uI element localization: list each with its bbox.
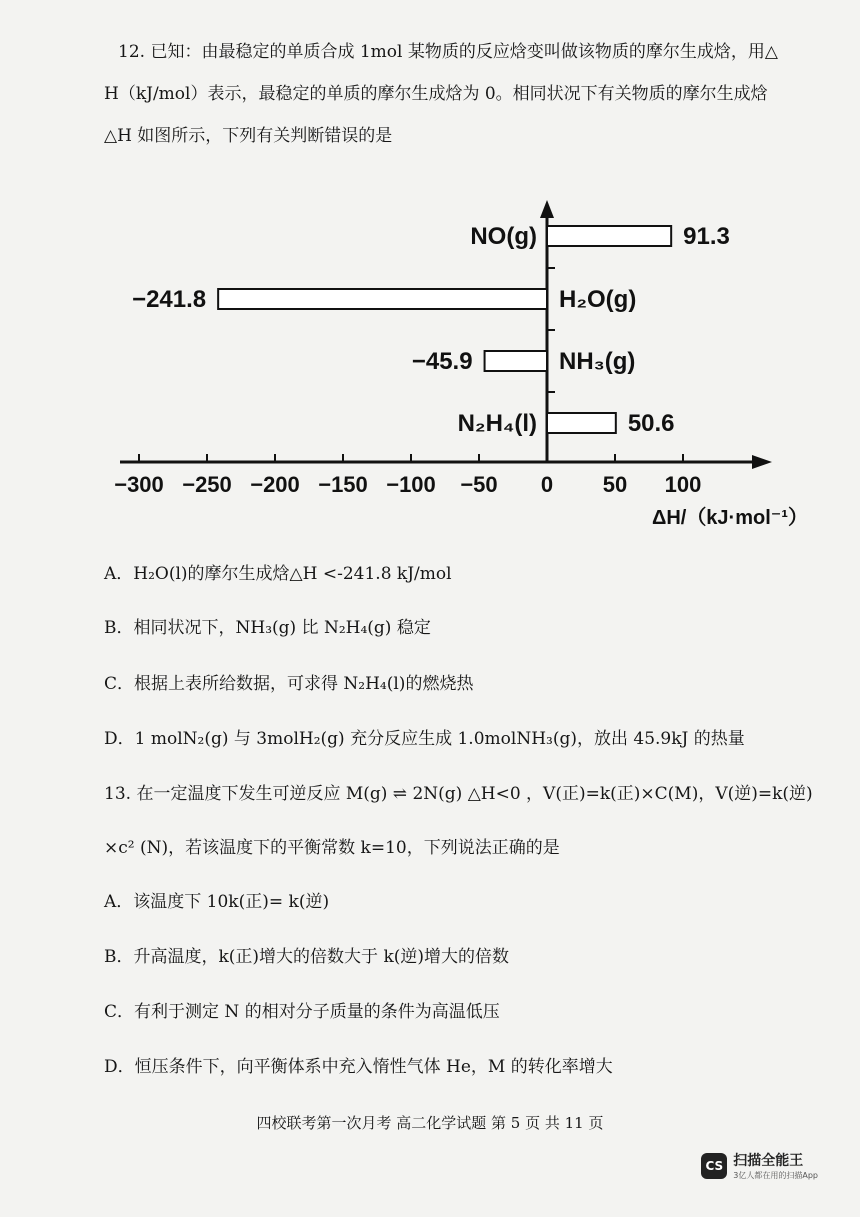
bar [547, 226, 671, 246]
bar-value-label: 50.6 [627, 410, 675, 437]
x-axis-arrow-icon [752, 455, 772, 469]
bar [547, 413, 616, 433]
category-label: NH₃(g) [559, 348, 636, 375]
category-label: NO(g) [470, 223, 537, 250]
q13-line1: 13. 在一定温度下发生可逆反应 M(g) ⇌ 2N(g) △H<0 ，V(正)=k(正)×C(M)，V(逆)=k(逆) [104, 784, 813, 804]
bar-value-label: 91.3 [683, 223, 730, 250]
enthalpy-bar-chart [0, 180, 860, 530]
x-axis-label: ΔH/（kJ·mol⁻¹） [651, 507, 808, 529]
q12-option-c: C．根据上表所给数据，可求得 N₂H₄(l)的燃烧热 [104, 674, 474, 694]
x-tick-label: −150 [318, 472, 368, 497]
x-tick-label: −300 [114, 472, 164, 497]
x-tick-label: 100 [664, 472, 702, 497]
q13-option-d: D．恒压条件下，向平衡体系中充入惰性气体 He，M 的转化率增大 [104, 1057, 613, 1077]
x-tick-label: 50 [602, 472, 628, 497]
scanner-watermark [701, 1150, 818, 1181]
q13-option-c: C．有利于测定 N 的相对分子质量的条件为高温低压 [104, 1002, 500, 1022]
category-label: H₂O(g) [559, 286, 637, 313]
q12-line1: 12. 已知：由最稳定的单质合成 1mol 某物质的反应焓变叫做该物质的摩尔生成焓，用△ [118, 42, 778, 62]
bar [218, 289, 547, 309]
q12-option-b: B．相同状况下，NH₃(g) 比 N₂H₄(g) 稳定 [104, 618, 431, 638]
q13-option-a: A．该温度下 10k(正)= k(逆) [104, 892, 330, 912]
q13-line2: ×c² (N)，若该温度下的平衡常数 k=10，下列说法正确的是 [104, 838, 560, 858]
q12-option-a: A．H₂O(l)的摩尔生成焓△H <-241.8 kJ/mol [104, 564, 452, 584]
x-tick-label: −100 [386, 472, 436, 497]
x-tick-label: −250 [182, 472, 232, 497]
cs-logo-icon: CS [701, 1153, 727, 1179]
category-label: N₂H₄(l) [457, 410, 537, 437]
brand-name: 扫描全能王 [733, 1153, 804, 1169]
q12-line3: △H 如图所示，下列有关判断错误的是 [104, 126, 393, 146]
bar [485, 351, 547, 371]
bar-value-label: −241.8 [132, 286, 207, 313]
y-axis-arrow-icon [540, 200, 554, 218]
q12-line2: H（kJ/mol）表示，最稳定的单质的摩尔生成焓为 0。相同状况下有关物质的摩尔生成焓 [104, 84, 768, 104]
x-tick-label: −200 [250, 472, 300, 497]
q12-option-d: D．1 molN₂(g) 与 3molH₂(g) 充分反应生成 1.0molNH₃(g)，放出 45.9kJ 的热量 [104, 729, 745, 749]
x-tick-label: −50 [460, 472, 498, 497]
q13-option-b: B．升高温度，k(正)增大的倍数大于 k(逆)增大的倍数 [104, 947, 510, 967]
brand-subtitle: 3亿人都在用的扫描App [733, 1171, 818, 1180]
page-footer: 四校联考第一次月考 高二化学试题 第 5 页 共 11 页 [256, 1114, 604, 1132]
x-tick-label: 0 [540, 472, 554, 497]
bar-value-label: −45.9 [411, 348, 473, 375]
